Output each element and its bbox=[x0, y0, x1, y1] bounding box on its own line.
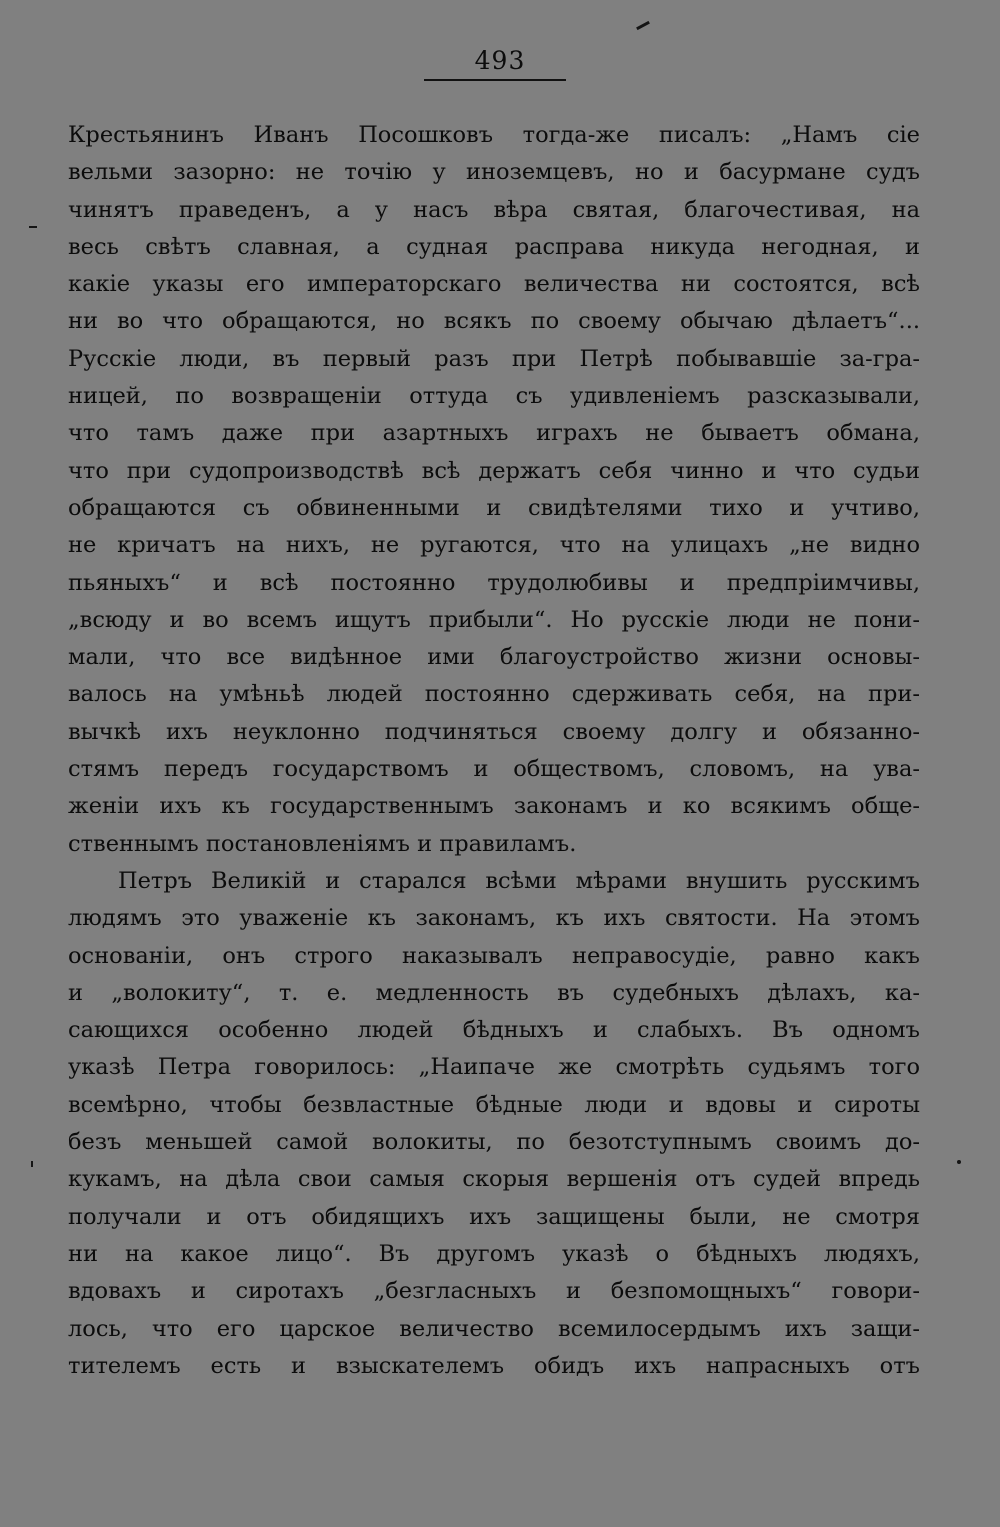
text-line: ни во что обращаются, но всякъ по своему обычаю дѣлаетъ“... bbox=[68, 308, 920, 335]
text-line: что тамъ даже при азартныхъ играхъ не бываетъ обмана, bbox=[68, 420, 920, 447]
text-line: весь свѣтъ славная, а судная расправа никуда негодная, и bbox=[68, 233, 920, 260]
text-line: что при судопроизводствѣ всѣ держатъ себя чинно и что судьи bbox=[68, 457, 920, 484]
text-line: ни на какое лицо“. Въ другомъ указѣ о бѣдныхъ людяхъ, bbox=[68, 1240, 920, 1267]
text-line: „всюду и во всемъ ищутъ прибыли“. Но русскіе люди не пони- bbox=[68, 606, 920, 633]
text-line: ственнымъ постановленіямъ и правиламъ. bbox=[68, 830, 577, 857]
text-line: женіи ихъ къ государственнымъ законамъ и ко всякимъ обще- bbox=[68, 793, 920, 820]
text-line: сающихся особенно людей бѣдныхъ и слабыхъ. Въ одномъ bbox=[68, 1017, 920, 1044]
margin-dot bbox=[957, 1160, 961, 1164]
text-line: основаніи, онъ строго наказывалъ неправосудіе, равно какъ bbox=[68, 942, 920, 969]
text-line: вычкѣ ихъ неуклонно подчиняться своему долгу и обязанно- bbox=[68, 718, 920, 745]
text-line: стямъ передъ государствомъ и обществомъ, словомъ, на ува- bbox=[68, 756, 920, 783]
text-line: какіе указы его императорскаго величества ни состоятся, всѣ bbox=[68, 271, 920, 298]
text-line: пьяныхъ“ и всѣ постоянно трудолюбивы и предпріимчивы, bbox=[68, 569, 920, 596]
text-line: лось, что его царское величество всемилосердымъ ихъ защи- bbox=[68, 1315, 920, 1342]
text-line: валось на умѣньѣ людей постоянно сдерживать себя, на при- bbox=[68, 681, 920, 708]
text-line: Петръ Великій и старался всѣми мѣрами внушить русскимъ bbox=[118, 867, 920, 894]
text-line: тителемъ есть и взыскателемъ обидъ ихъ напрасныхъ отъ bbox=[68, 1352, 920, 1379]
text-line: обращаются съ обвиненными и свидѣтелями тихо и учтиво, bbox=[68, 494, 920, 521]
body-text bbox=[68, 117, 920, 1385]
text-line: безъ меньшей самой волокиты, по безотступнымъ своимъ до- bbox=[68, 1129, 920, 1156]
text-line: ницей, по возвращеніи оттуда съ удивленіемъ разсказывали, bbox=[68, 383, 920, 410]
text-line: всемѣрно, чтобы безвластные бѣдные люди и вдовы и сироты bbox=[68, 1091, 920, 1118]
text-line: Крестьянинъ Иванъ Посошковъ тогда-же писалъ: „Намъ сіе bbox=[68, 122, 920, 148]
text-line: и „волокиту“, т. е. медленность въ судебныхъ дѣлахъ, ка- bbox=[68, 979, 920, 1006]
page-number: 493 bbox=[474, 46, 526, 75]
text-line: вдовахъ и сиротахъ „безгласныхъ и безпомощныхъ“ говори- bbox=[68, 1278, 920, 1305]
text-line: не кричатъ на нихъ, не ругаются, что на улицахъ „не видно bbox=[68, 532, 920, 559]
text-line: получали и отъ обидящихъ ихъ защищены были, не смотря bbox=[68, 1203, 920, 1230]
header-rule bbox=[424, 79, 566, 81]
text-line: чинятъ праведенъ, а у насъ вѣра святая, благочестивая, на bbox=[68, 196, 920, 223]
text-line: кукамъ, на дѣла свои самыя скорыя вершенія отъ судей впредь bbox=[68, 1166, 920, 1193]
text-line: людямъ это уваженіе къ законамъ, къ ихъ святости. На этомъ bbox=[68, 905, 920, 932]
text-line: мали, что все видѣнное ими благоустройство жизни основы- bbox=[68, 644, 920, 671]
ink-speck bbox=[636, 21, 650, 30]
text-line: указѣ Петра говорилось: „Наипаче же смотрѣть судьямъ того bbox=[68, 1054, 920, 1081]
text-line: вельми зазорно: не точію у иноземцевъ, но и басурмане судъ bbox=[68, 159, 920, 186]
text-line: Русскіе люди, въ первый разъ при Петрѣ побывавшіе за-гра- bbox=[68, 345, 920, 372]
margin-tick bbox=[31, 1161, 33, 1167]
margin-dash bbox=[29, 226, 37, 228]
